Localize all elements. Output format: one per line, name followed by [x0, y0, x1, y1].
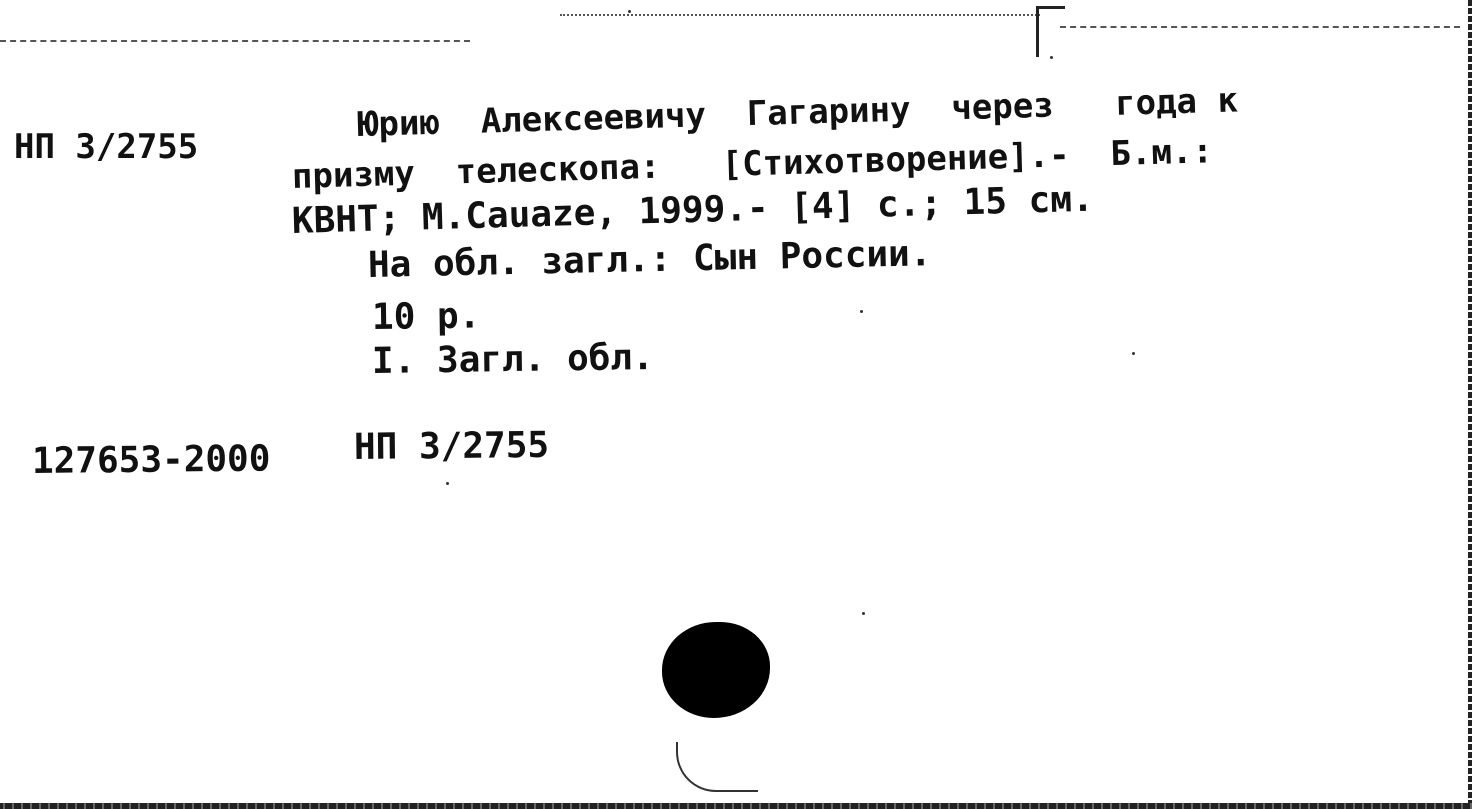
card-right-edge [1468, 0, 1472, 809]
top-dashed-rule-right [1060, 26, 1460, 28]
card-bottom-edge [0, 803, 1472, 809]
title-line-2: призму телескопа: [Стихотворение].- Б.м.: [291, 131, 1214, 197]
title-line-1: Юрию Алексеевичу Гагарину через года к [357, 80, 1239, 145]
speck [862, 612, 865, 615]
punch-hole [662, 622, 770, 718]
accession-shelf-mark: НП 3/2755 [353, 424, 550, 468]
price-note: 10 р. [371, 295, 481, 338]
speck [1132, 352, 1135, 355]
top-dashed-rule-middle [560, 14, 1040, 16]
speck [860, 310, 863, 313]
speck [1050, 56, 1053, 59]
accession-number: 127653-2000 [31, 438, 271, 482]
cover-title-note: На обл. загл.: Сын России. [367, 233, 932, 286]
corner-bracket-mark [1036, 6, 1065, 57]
speck [446, 482, 449, 485]
speck [628, 10, 631, 13]
top-dashed-rule-left [0, 40, 470, 42]
tracing-note: I. Загл. обл. [371, 337, 655, 382]
punch-hole-tear [676, 742, 758, 792]
shelf-mark: НП 3/2755 [14, 127, 199, 167]
title-line-3: КВНТ; М.Cauaze, 1999.- [4] с.; 15 см. [291, 178, 1095, 242]
